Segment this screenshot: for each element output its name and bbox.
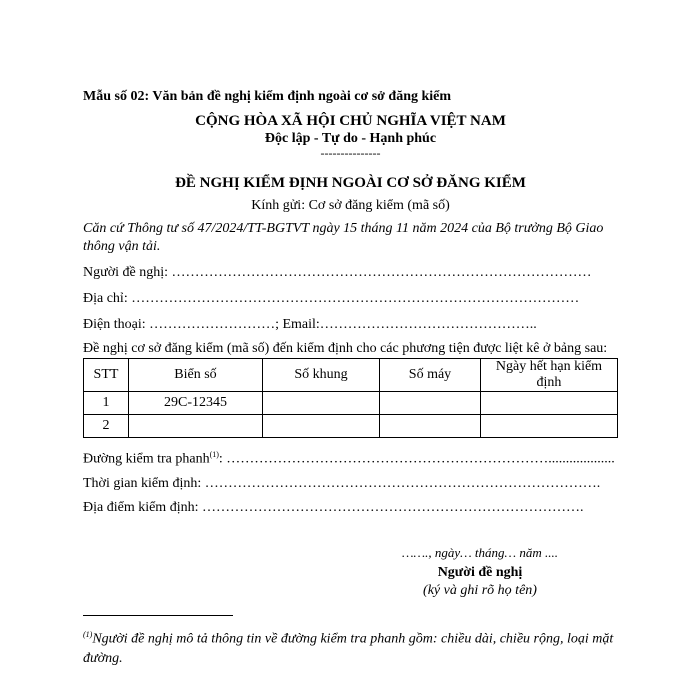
legal-basis: Căn cứ Thông tư số 47/2024/TT-BGTVT ngày 15 tháng 11 năm 2024 của Bộ trưởng Bộ Giao thông vận tải. [83, 221, 604, 254]
table-cell [263, 415, 380, 438]
footnote-mark: (1) [83, 630, 93, 639]
document-title: ĐỀ NGHỊ KIỂM ĐỊNH NGOÀI CƠ SỞ ĐĂNG KIỂM [175, 175, 526, 191]
column-header: Ngày hết hạn kiểm định [481, 359, 618, 392]
column-header: Số khung [263, 359, 380, 392]
table-cell: 29C-12345 [129, 392, 263, 415]
signature-date: ……., ngày… tháng… năm .... [401, 545, 558, 560]
table-header-row [84, 359, 618, 392]
table-cell: 2 [84, 415, 129, 438]
footnote-divider [83, 615, 233, 616]
table-cell: 1 [84, 392, 129, 415]
brake-track-label: Đường kiểm tra phanh [83, 451, 210, 467]
vehicle-table [83, 358, 618, 438]
table-cell [263, 392, 380, 415]
signature-note: (ký và ghi rõ họ tên) [423, 583, 537, 598]
footnote-text: Người đề nghị mô tả thông tin về đường kiểm tra phanh gồm: chiều dài, chiều rộng, loại mặt đường. [83, 631, 614, 666]
table-cell [481, 392, 618, 415]
table-cell [380, 415, 481, 438]
table-row [84, 392, 618, 415]
footnote-marker: (1) [209, 450, 219, 459]
signature-block [380, 545, 580, 600]
table-cell [129, 415, 263, 438]
document-body [83, 88, 618, 517]
table-row [84, 415, 618, 438]
nation-name: CỘNG HÒA XÃ HỘI CHỦ NGHĨA VIỆT NAM [195, 113, 506, 129]
recipient-line: Kính gửi: Cơ sở đăng kiểm (mã số) [251, 198, 450, 213]
form-id: Mẫu số 02: Văn bản đề nghị kiểm định ngoài cơ sở đăng kiểm [83, 89, 452, 104]
column-header: STT [84, 359, 129, 392]
inspection-time-field: Thời gian kiểm định: …………………………………………………………………………. [83, 475, 601, 491]
address-field: Địa chỉ: …………………………………………………………………………………… [83, 291, 580, 306]
column-header: Biển số [129, 359, 263, 392]
column-header: Số máy [380, 359, 481, 392]
brake-track-field [83, 446, 618, 469]
inspection-location-field: Địa điểm kiểm định: ………………………………………………………………………. [83, 499, 584, 515]
table-cell [481, 415, 618, 438]
motto-rule: --------------- [320, 146, 381, 160]
request-text: Đề nghị cơ sở đăng kiểm (mã số) đến kiểm định cho các phương tiện được liệt kê ở bảng sau: [83, 341, 608, 356]
requester-field: Người đề nghị: ……………………………………………………………………………… [83, 265, 592, 280]
phone-email-field: Điện thoại: ………………………; Email:……………………………………….. [83, 317, 537, 332]
national-motto: Độc lập - Tự do - Hạnh phúc [264, 131, 437, 146]
brake-track-dots: : ……………………………………………………………................... [218, 451, 615, 467]
footnote [83, 625, 618, 668]
signature-role: Người đề nghị [437, 565, 523, 580]
table-cell [380, 392, 481, 415]
